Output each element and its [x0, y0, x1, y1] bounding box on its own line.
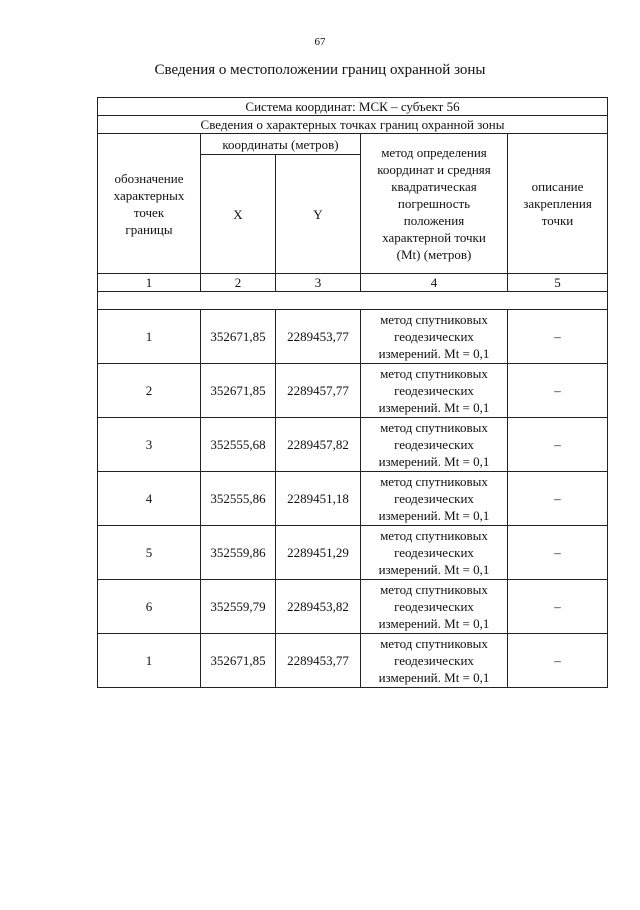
fixing-description-cell: – — [508, 634, 608, 688]
method-cell: метод спутниковых геодезических измерений. Mt = 0,1 — [361, 472, 508, 526]
table-row — [98, 472, 608, 526]
point-number-cell: 4 — [98, 472, 201, 526]
header-coordinates: координаты (метров) — [201, 134, 361, 155]
table-row — [98, 364, 608, 418]
method-cell: метод спутниковых геодезических измерений. Mt = 0,1 — [361, 310, 508, 364]
header-point-designation: обозначение характерных точек границы — [98, 134, 201, 274]
point-number-cell: 3 — [98, 418, 201, 472]
fixing-description-cell: – — [508, 364, 608, 418]
header-x: X — [201, 155, 276, 274]
point-number-cell: 5 — [98, 526, 201, 580]
y-coordinate-cell: 2289451,29 — [276, 526, 361, 580]
fixing-description-cell: – — [508, 472, 608, 526]
table-row — [98, 580, 608, 634]
y-coordinate-cell: 2289457,77 — [276, 364, 361, 418]
x-coordinate-cell: 352555,86 — [201, 472, 276, 526]
coordinate-system-header: Система координат: МСК – субъект 56 — [98, 98, 608, 116]
y-coordinate-cell: 2289453,82 — [276, 580, 361, 634]
table-row — [98, 526, 608, 580]
x-coordinate-cell: 352671,85 — [201, 364, 276, 418]
y-coordinate-cell: 2289457,82 — [276, 418, 361, 472]
fixing-description-cell: – — [508, 310, 608, 364]
document-title: Сведения о местоположении границ охранной зоны — [154, 62, 486, 78]
column-numbers-row — [98, 274, 608, 292]
page-number: 67 — [314, 36, 326, 48]
y-coordinate-cell: 2289453,77 — [276, 310, 361, 364]
x-coordinate-cell: 352555,68 — [201, 418, 276, 472]
empty-cell — [98, 292, 608, 310]
fixing-description-cell: – — [508, 418, 608, 472]
column-number: 2 — [201, 274, 276, 292]
method-cell: метод спутниковых геодезических измерений. Mt = 0,1 — [361, 418, 508, 472]
x-coordinate-cell: 352671,85 — [201, 310, 276, 364]
point-number-cell: 1 — [98, 310, 201, 364]
header-method: метод определения координат и средняя квадратическая погрешность положения характерной точки (Mt) (метров) — [361, 134, 508, 274]
column-number: 5 — [508, 274, 608, 292]
header-y: Y — [276, 155, 361, 274]
point-number-cell: 1 — [98, 634, 201, 688]
column-number: 4 — [361, 274, 508, 292]
fixing-description-cell: – — [508, 580, 608, 634]
x-coordinate-cell: 352559,79 — [201, 580, 276, 634]
coordinates-table — [97, 97, 608, 688]
empty-row — [98, 292, 608, 310]
method-cell: метод спутниковых геодезических измерений. Mt = 0,1 — [361, 634, 508, 688]
method-cell: метод спутниковых геодезических измерений. Mt = 0,1 — [361, 526, 508, 580]
point-number-cell: 2 — [98, 364, 201, 418]
x-coordinate-cell: 352671,85 — [201, 634, 276, 688]
method-cell: метод спутниковых геодезических измерений. Mt = 0,1 — [361, 364, 508, 418]
x-coordinate-cell: 352559,86 — [201, 526, 276, 580]
section-header: Сведения о характерных точках границ охранной зоны — [98, 116, 608, 134]
column-number: 3 — [276, 274, 361, 292]
table-row — [98, 418, 608, 472]
y-coordinate-cell: 2289453,77 — [276, 634, 361, 688]
column-number: 1 — [98, 274, 201, 292]
header-fixing-description: описание закрепления точки — [508, 134, 608, 274]
method-cell: метод спутниковых геодезических измерений. Mt = 0,1 — [361, 580, 508, 634]
table-row — [98, 310, 608, 364]
point-number-cell: 6 — [98, 580, 201, 634]
table-row — [98, 634, 608, 688]
y-coordinate-cell: 2289451,18 — [276, 472, 361, 526]
fixing-description-cell: – — [508, 526, 608, 580]
